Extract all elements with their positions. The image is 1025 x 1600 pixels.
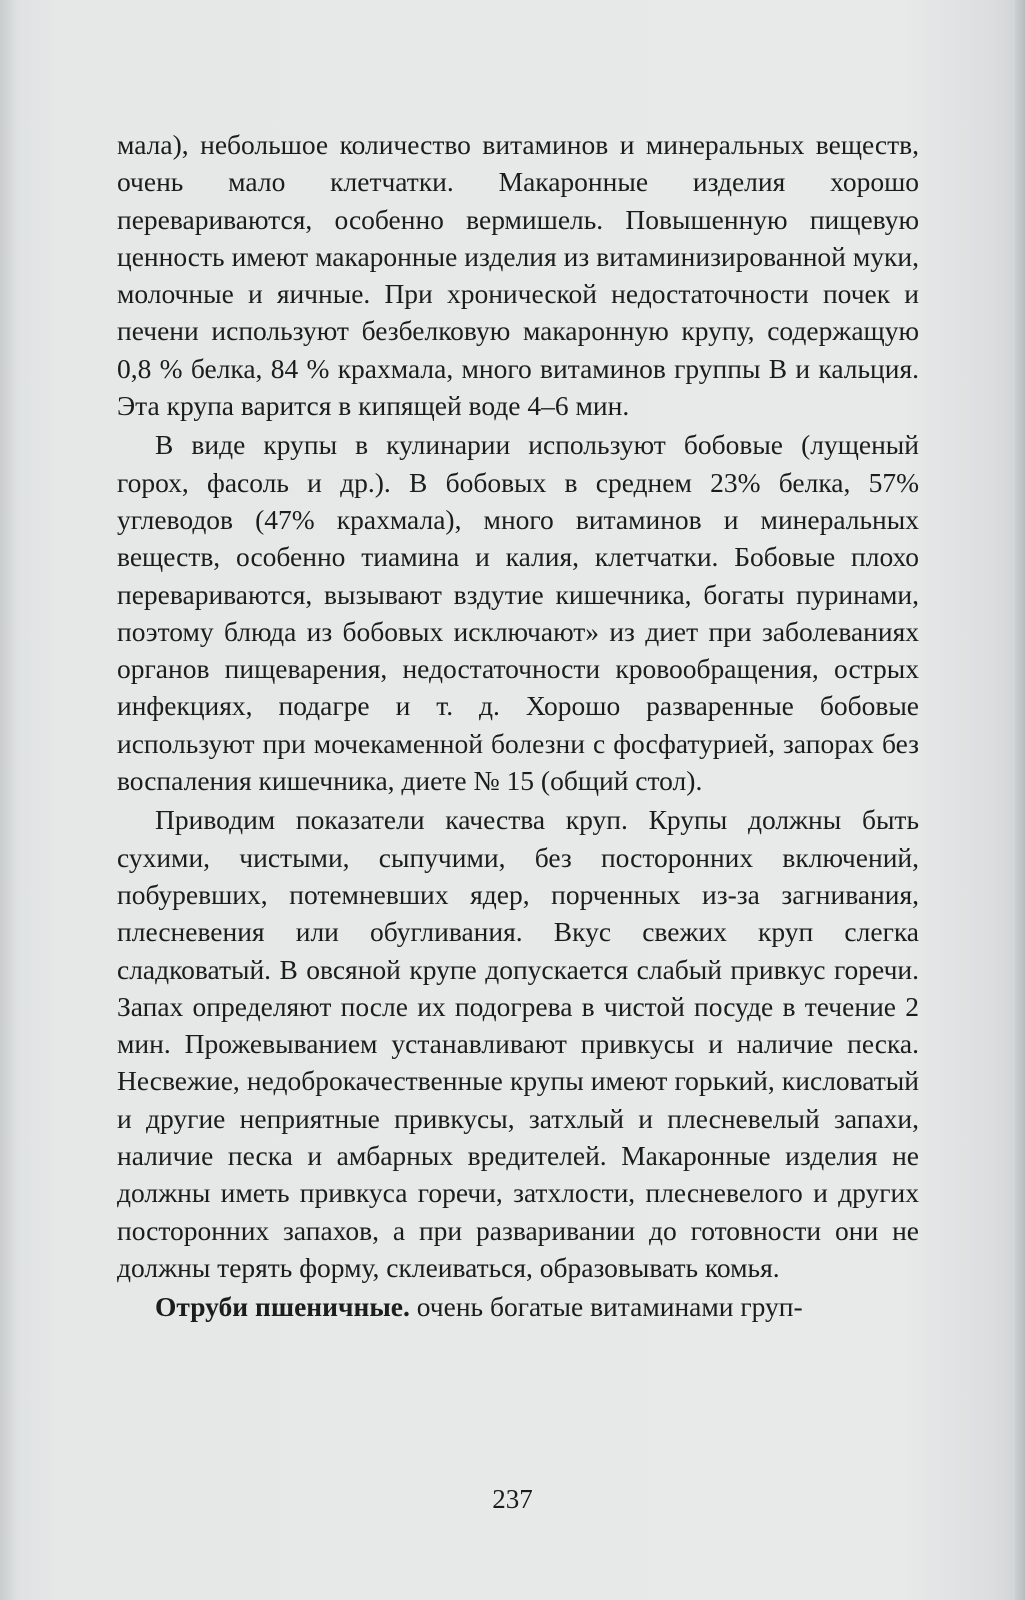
paragraph-1: мала), небольшое количество витаминов и минеральных веществ, очень мало клетчатки. Макаронные изделия хорошо перевариваются, особенно вермишель. Повышенную пищевую ценность имеют макаронные изделия из витаминизированной муки, молочные и яичные. При хронической недостаточности почек и печени используют безбелковую макаронную крупу, содержащую 0,8 % белка, 84 % крахмала, много витаминов группы В и кальция. Эта крупа варится в кипящей воде 4–6 мин. <box>117 129 919 422</box>
paragraph-3: Приводим показатели качества круп. Крупы должны быть сухими, чистыми, сыпучими, без посторонних включений, побуревших, потемневших ядер, порченных из-за загнивания, плесневения или обугливания. Вкус свежих круп слегка сладковатый. В овсяной крупе допускается слабый привкус горечи. Запах определяют после их подогрева в чистой посуде в течение 2 мин. Прожевыванием устанавливают привкусы и наличие песка. Несвежие, недоброкачественные крупы имеют горький, кисловатый и другие неприятные привкусы, затхлый и плесневелый запахи, наличие песка и амбарных вредителей. Макаронные изделия не должны иметь привкуса горечи, затхлости, плесневелого и других посторонних запахов, а при разваривании до готовности они не должны терять форму, склеиваться, образовывать комья. <box>117 804 919 1283</box>
paragraph-2: В виде крупы в кулинарии используют бобовые (лущеный горох, фасоль и др.). В бобовых в среднем 23% белка, 57% углеводов (47% крахмала), много витаминов и минеральных веществ, особенно тиамина и калия, клетчатки. Бобовые плохо перевариваются, вызывают вздутие кишечника, богаты пуринами, поэтому блюда из бобовых исключают» из диет при заболеваниях органов пищеварения, недостаточности кровообращения, острых инфекциях, подагре и т. д. Хорошо разваренные бобовые используют при мочекаменной болезни с фосфатурией, запорах без воспаления кишечника, диете № 15 (общий стол). <box>117 429 919 797</box>
page-edge-shadow <box>1015 0 1025 1600</box>
paragraph-4 <box>117 1288 919 1325</box>
paragraph-4-heading: Отруби пшеничные. <box>155 1291 410 1323</box>
body-text <box>117 126 919 1326</box>
paragraph-4-text: очень богатые витаминами груп- <box>409 1291 803 1323</box>
page-number: 237 <box>492 1484 533 1514</box>
